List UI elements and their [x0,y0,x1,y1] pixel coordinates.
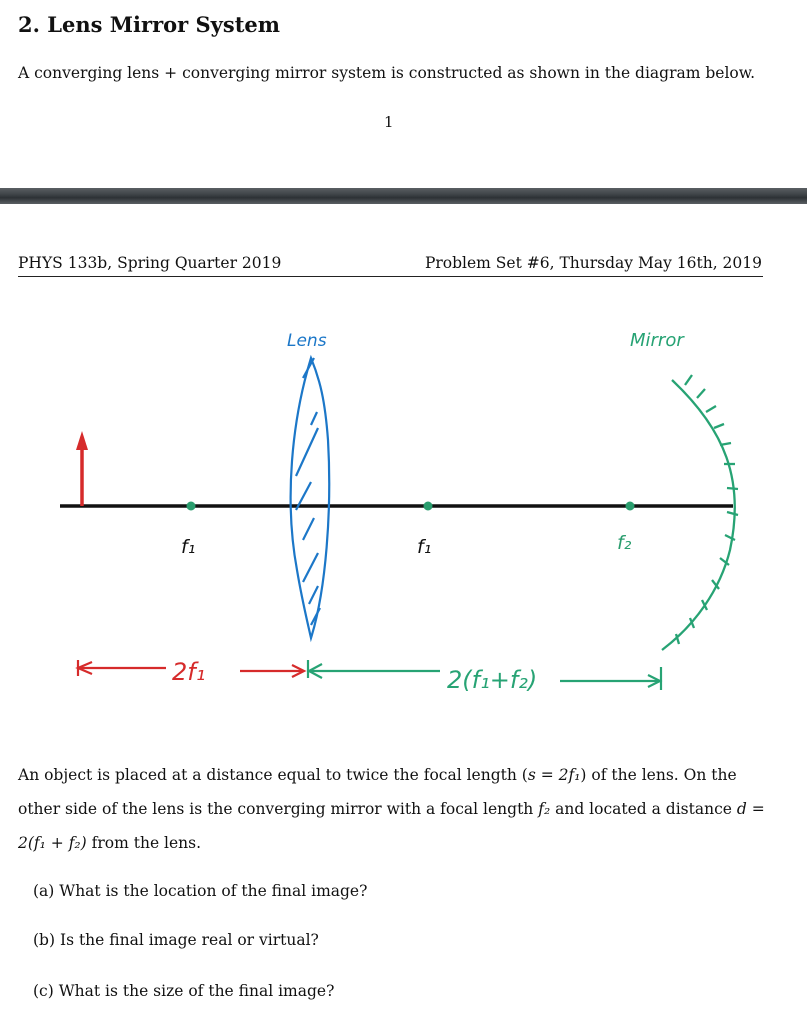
section-title [18,12,280,37]
page-break-bar [0,188,807,204]
question-c: (c) What is the size of the final image? [33,982,335,1000]
lens-mirror-diagram [0,300,807,700]
distance-mirror-label: 2(f₁+f₂) [447,666,538,694]
focal-point-f1-left [187,502,196,511]
section-number: 2. [18,12,40,37]
question-b: (b) Is the final image real or virtual? [33,931,319,949]
problem-statement [18,758,778,860]
focal-label-f1-left: f₁ [181,536,196,558]
problem-math-s: s = 2f₁ [527,766,581,784]
problem-math-d: d = 2(f₁ + f₂) [18,800,765,852]
focal-label-f2: f₂ [617,532,632,554]
problem-text-1: An object is placed at a distance equal to twice the focal length ( [18,766,528,784]
problem-text-4: from the lens. [86,834,202,852]
mirror-label: Mirror [630,330,684,351]
page-number: 1 [384,113,394,131]
header-course: PHYS 133b, Spring Quarter 2019 [18,254,282,272]
lens [291,358,330,638]
object-arrow [76,431,88,506]
problem-text-2: ) of the lens. On the other side of the lens is the converging mirror with a focal length [18,766,737,818]
focal-point-f2 [626,502,635,511]
focal-label-f1-right: f₁ [417,536,432,558]
intro-text: A converging lens + converging mirror system is constructed as shown in the diagram below. [18,64,756,82]
header-problem-set: Problem Set #6, Thursday May 16th, 2019 [424,254,762,272]
section-title-text: Lens Mirror System [47,12,280,37]
focal-point-f1-right [424,502,433,511]
header-rule [18,276,763,277]
question-a: (a) What is the location of the final image? [33,882,368,900]
problem-text-3: and located a distance [550,800,737,818]
concave-mirror [662,375,738,650]
problem-math-f2: f₂ [538,800,551,818]
distance-object-label: 2f₁ [172,658,206,686]
lens-label: Lens [287,331,327,351]
